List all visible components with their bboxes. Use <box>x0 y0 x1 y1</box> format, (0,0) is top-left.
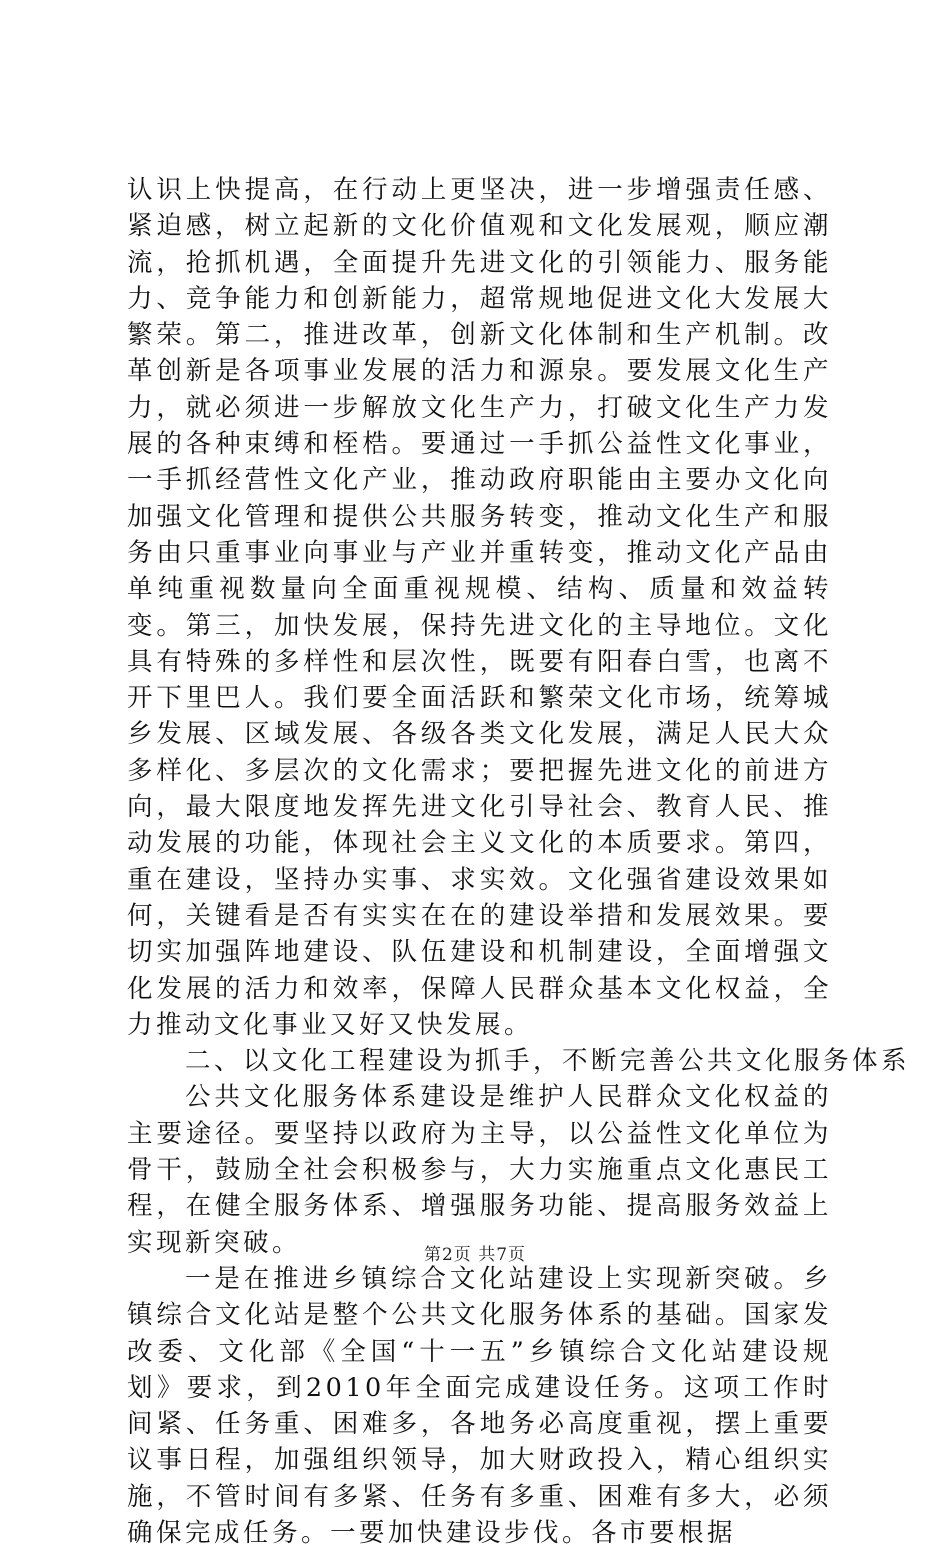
paragraph-intro: 公共文化服务体系建设是维护人民群众文化权益的主要途径。要坚持以政府为主导，以公益性文化单位为骨干，鼓励全社会积极参与，大力实施重点文化惠民工程，在健全服务体系、增强服务功能、提高服务效益上实现新突破。 <box>127 1082 832 1258</box>
document-body <box>127 172 911 1551</box>
paragraph-point-one: 一是在推进乡镇综合文化站建设上实现新突破。乡镇综合文化站是整个公共文化服务体系的基础。国家发改委、文化部《全国“十一五”乡镇综合文化站建设规划》要求，到2010年全面完成建设任务。这项工作时间紧、任务重、困难多，各地务必高度重视，摆上重要议事日程，加强组织领导，加大财政投入，精心组织实施，不管时间有多紧、任务有多重、困难有多大，必须确保完成任务。一要加快建设步伐。各市要根据 <box>127 1263 832 1548</box>
section-heading: 二、以文化工程建设为抓手，不断完善公共文化服务体系 <box>185 1046 911 1077</box>
page-footer: 第2页 共7页 <box>423 1245 527 1265</box>
paragraph-continuation: 认识上快提高，在行动上更坚决，进一步增强责任感、紧迫感，树立起新的文化价值观和文化发展观，顺应潮流，抢抓机遇，全面提升先进文化的引领能力、服务能力、竞争能力和创新能力，超常规地促进文化大发展大繁荣。第二，推进改革，创新文化体制和生产机制。改革创新是各项事业发展的活力和源泉。要发展文化生产力，就必须进一步解放文化生产力，打破文化生产力发展的各种束缚和桎梏。要通过一手抓公益性文化事业，一手抓经营性文化产业，推动政府职能由主要办文化向加强文化管理和提供公共服务转变，推动文化生产和服务由只重事业向事业与产业并重转变，推动文化产品由单纯重视数量向全面重视规模、结构、质量和效益转变。第三，加快发展，保持先进文化的主导地位。文化具有特殊的多样性和层次性，既要有阳春白雪，也离不开下里巴人。我们要全面活跃和繁荣文化市场，统筹城乡发展、区域发展、各级各类文化发展，满足人民大众多样化、多层次的文化需求；要把握先进文化的前进方向，最大限度地发挥先进文化引导社会、教育人民、推动发展的功能，体现社会主义文化的本质要求。第四，重在建设，坚持办实事、求实效。文化强省建设效果如何，关键看是否有实实在在的建设举措和发展效果。要切实加强阵地建设、队伍建设和机制建设，全面增强文化发展的活力和效率，保障人民群众基本文化权益，全力推动文化事业又好又快发展。 <box>127 175 832 1040</box>
